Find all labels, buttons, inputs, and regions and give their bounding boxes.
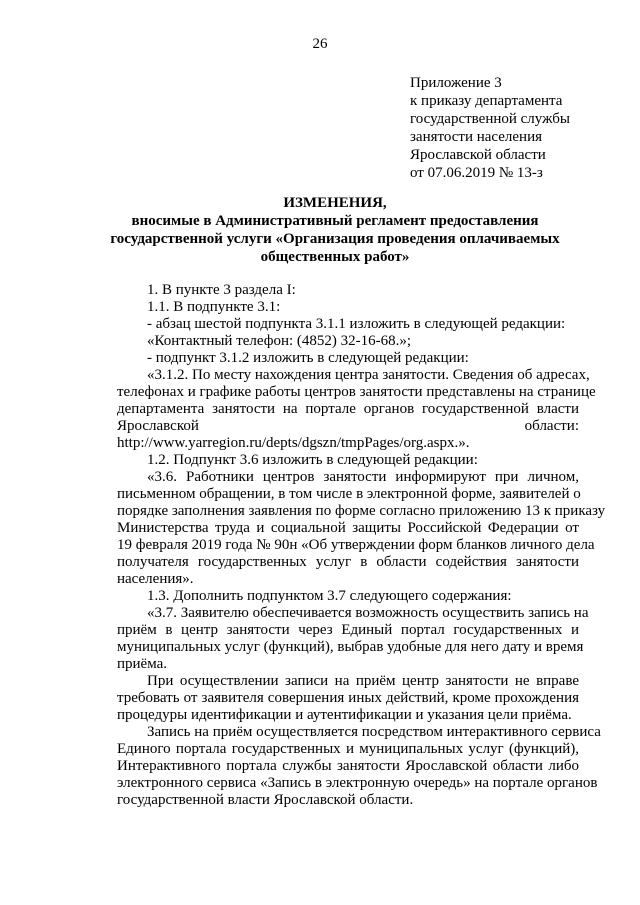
document-heading — [100, 194, 570, 266]
body-line: процедуры идентификации и аутентификации и указания цели приёма. — [117, 707, 572, 723]
body-line: «3.7. Заявителю обеспечивается возможность осуществить запись на — [147, 605, 589, 621]
appendix-line: государственной службы — [410, 111, 570, 127]
appendix-line: Приложение 3 — [410, 75, 502, 91]
body-line: «3.1.2. По месту нахождения центра занятости. Сведения об адресах, — [147, 367, 590, 383]
body-line: Интерактивного портала службы занятости Ярославской области либо — [117, 758, 579, 774]
heading-title: ИЗМЕНЕНИЯ, — [283, 195, 387, 211]
body-line: департамента занятости на портале органов государственной власти — [117, 401, 579, 417]
body-line: 1. В пункте 3 раздела I: — [147, 282, 296, 298]
body-line: 1.1. В подпункте 3.1: — [147, 299, 281, 315]
body-line: Единого портала государственных и муниципальных услуг (функций), — [117, 741, 579, 757]
body-line: «Контактный телефон: (4852) 32-16-68.»; — [147, 333, 412, 349]
body-line: 1.3. Дополнить подпунктом 3.7 следующего содержания: — [147, 588, 512, 604]
body-line: государственной власти Ярославской области. — [117, 792, 414, 808]
body-line: 1.2. Подпункт 3.6 изложить в следующей редакции: — [147, 452, 478, 468]
body-line: 19 февраля 2019 года № 90н «Об утверждении форм бланков личного дела — [117, 537, 595, 553]
body-line: Ярославской области: — [117, 418, 579, 434]
body-line: порядке заполнения заявления по форме согласно приложению 13 к приказу — [117, 503, 606, 519]
body-line: Министерства труда и социальной защиты Российской Федерации от — [117, 520, 579, 536]
body-line: населения». — [117, 571, 194, 587]
body-line: телефонах и графике работы центров занятости представлены на странице — [117, 384, 596, 400]
body-line: При осуществлении записи на приём центр занятости не вправе — [147, 673, 579, 689]
body-line: Запись на приём осуществляется посредством интерактивного сервиса — [147, 724, 601, 740]
appendix-line: к приказу департамента — [410, 93, 563, 109]
body-line: приём в центр занятости через Единый портал государственных и — [117, 622, 579, 638]
body-line: - подпункт 3.1.2 изложить в следующей редакции: — [147, 350, 469, 366]
body-line: письменном обращении, в том числе в электронной форме, заявителей о — [117, 486, 581, 502]
heading-line: государственной услуги «Организация проведения оплачиваемых — [110, 231, 560, 247]
heading-line: общественных работ» — [260, 249, 410, 265]
appendix-line: занятости населения — [410, 129, 543, 145]
heading-line: вносимые в Административный регламент предоставления — [131, 213, 539, 229]
document-body — [117, 282, 606, 809]
appendix-line: Ярославской области — [410, 147, 546, 163]
body-line: http://www.yarregion.ru/depts/dgszn/tmpPages/org.aspx.». — [117, 435, 470, 451]
appendix-block — [410, 74, 570, 182]
appendix-line: от 07.06.2019 № 13-з — [410, 165, 543, 181]
body-line: муниципальных услуг (функций), выбрав удобные для него дату и время — [117, 639, 584, 655]
body-line: - абзац шестой подпункта 3.1.1 изложить в следующей редакции: — [147, 316, 566, 332]
body-line: получателя государственных услуг в области содействия занятости — [117, 554, 579, 570]
body-line: требовать от заявителя совершения иных действий, кроме прохождения — [117, 690, 579, 706]
body-line: приёма. — [117, 656, 168, 672]
body-line: «3.6. Работники центров занятости информируют при личном, — [147, 469, 579, 485]
page-number: 26 — [312, 36, 328, 52]
body-line: электронного сервиса «Запись в электронную очередь» на портале органов — [117, 775, 598, 791]
